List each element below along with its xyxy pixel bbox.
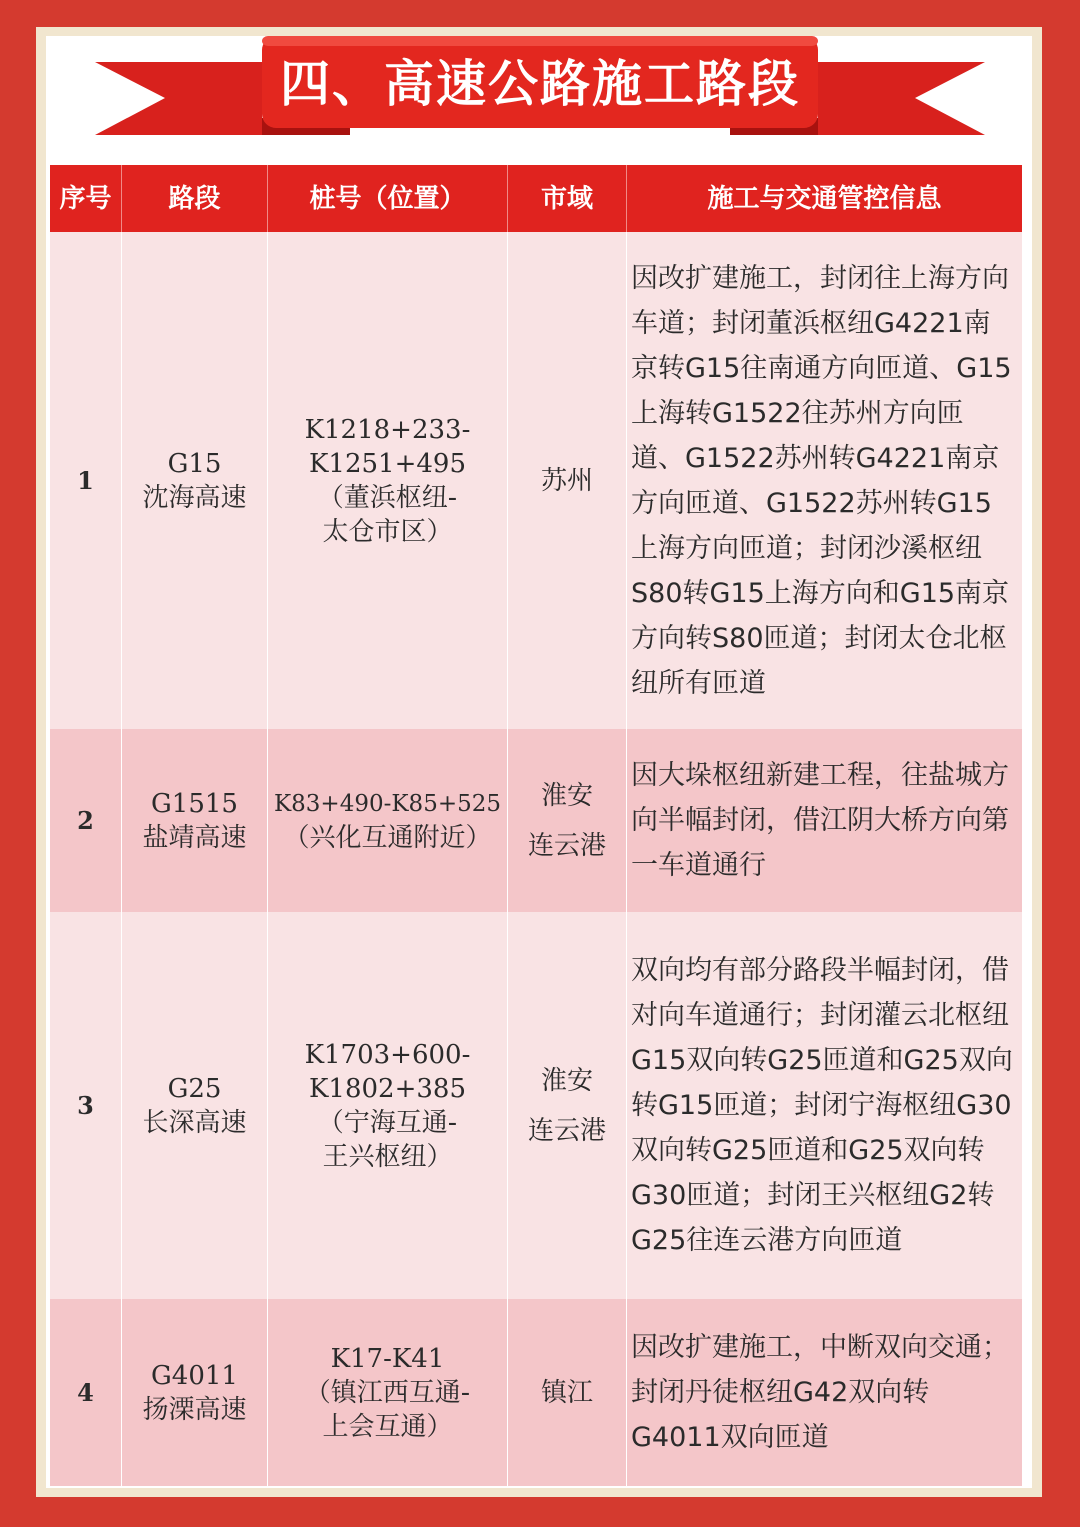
stake-cell <box>268 912 508 1299</box>
title-banner <box>0 0 1080 160</box>
city-cell <box>508 912 627 1299</box>
city-line: 连云港 <box>527 1115 606 1146</box>
header-no: 序号 <box>50 165 122 232</box>
road-cell <box>122 232 268 729</box>
stake-line: K1218+233- <box>304 414 471 445</box>
city-line: 连云港 <box>527 830 606 861</box>
road-code: G4011 <box>151 1360 238 1391</box>
stake-line: （宁海互通- <box>317 1107 458 1138</box>
header-road: 路段 <box>122 165 268 232</box>
row-number: 4 <box>50 1299 122 1486</box>
info-cell: 因改扩建施工，封闭往上海方向车道；封闭董浜枢纽G4221南京转G15往南通方向匝道、G15上海转G1522往苏州方向匝道、G1522苏州转G4221南京方向匝道、G1522苏州转G15上海方向匝道；封闭沙溪枢纽S80转G15上海方向和G15南京方向转S80匝道；封闭太仓北枢纽所有匝道 <box>631 262 1012 699</box>
table-row <box>50 232 1022 729</box>
road-cell <box>122 1299 268 1486</box>
stake-line: K1703+600- <box>304 1039 471 1070</box>
header-stake: 桩号（位置） <box>268 165 508 232</box>
road-name: 长深高速 <box>142 1107 247 1138</box>
page-title: 四、高速公路施工路段 <box>280 55 800 113</box>
stake-line: 太仓市区） <box>322 516 453 547</box>
stake-line: （兴化互通附近） <box>283 822 492 853</box>
construction-table <box>50 165 1022 1486</box>
row-number: 1 <box>50 232 122 729</box>
road-cell <box>122 729 268 912</box>
info-cell: 因改扩建施工，中断双向交通；封闭丹徒枢纽G42双向转G4011双向匝道 <box>631 1332 1009 1453</box>
row-number: 2 <box>50 729 122 912</box>
stake-cell <box>268 729 508 912</box>
row-number: 3 <box>50 912 122 1299</box>
table-row <box>50 912 1022 1299</box>
city-line: 镇江 <box>540 1377 593 1408</box>
road-code: G15 <box>167 448 222 479</box>
road-name: 盐靖高速 <box>142 822 247 853</box>
stake-line: （董浜枢纽- <box>317 482 458 513</box>
road-name: 扬溧高速 <box>142 1394 247 1425</box>
header-info: 施工与交通管控信息 <box>707 183 942 214</box>
info-cell: 因大垛枢纽新建工程，往盐城方向半幅封闭，借江阴大桥方向第一车道通行 <box>631 760 1009 881</box>
stake-cell <box>268 232 508 729</box>
stake-cell <box>268 1299 508 1486</box>
road-code: G1515 <box>151 788 238 819</box>
city-line: 淮安 <box>540 780 593 811</box>
stake-line: K17-K41 <box>330 1343 445 1374</box>
road-name: 沈海高速 <box>142 482 247 513</box>
stake-line: 王兴枢纽） <box>322 1141 453 1172</box>
table-header-row <box>50 165 1022 232</box>
stake-line: 上会互通） <box>322 1411 453 1442</box>
city-cell <box>508 232 627 729</box>
stake-line: K1251+495 <box>308 448 466 479</box>
city-cell <box>508 1299 627 1486</box>
road-code: G25 <box>167 1073 222 1104</box>
stake-line: （镇江西互通- <box>304 1377 471 1408</box>
table-row <box>50 729 1022 912</box>
table-row <box>50 1299 1022 1486</box>
stake-line: K1802+385 <box>308 1073 466 1104</box>
header-city: 市域 <box>508 165 627 232</box>
stake-line: K83+490-K85+525 <box>273 790 501 817</box>
info-cell: 双向均有部分路段半幅封闭，借对向车道通行；封闭灌云北枢纽G15双向转G25匝道和G25双向转G15匝道；封闭宁海枢纽G30双向转G25匝道和G25双向转G30匝道；封闭王兴枢纽G2转G25往连云港方向匝道 <box>631 955 1013 1256</box>
road-cell <box>122 912 268 1299</box>
city-cell <box>508 729 627 912</box>
city-line: 苏州 <box>540 465 593 496</box>
city-line: 淮安 <box>540 1065 593 1096</box>
